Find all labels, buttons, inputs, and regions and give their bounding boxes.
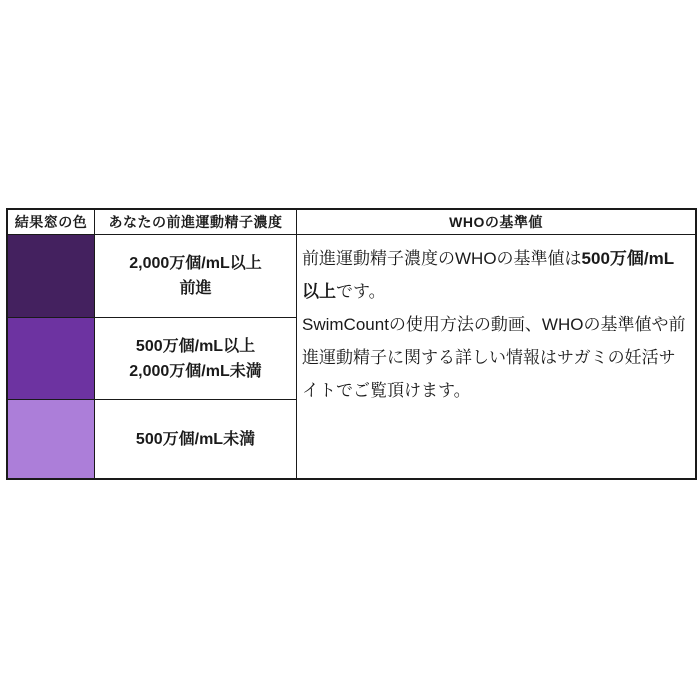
header-result-window-color-label: 結果窓の色 bbox=[14, 214, 88, 230]
concentration-row-1-line-2: 前進 bbox=[179, 280, 212, 297]
who-note-sentence-1-prefix: 前進運動精子濃度のWHOの基準値は bbox=[302, 249, 582, 268]
concentration-row-2 bbox=[95, 318, 297, 400]
who-note-sentence-1-bold-value: 500万個/mL以上 bbox=[302, 249, 675, 301]
concentration-row-2-line-2: 2,000万個/mL未満 bbox=[129, 362, 262, 380]
who-note-sentence-1 bbox=[302, 242, 689, 308]
results-table bbox=[6, 208, 697, 480]
concentration-row-1-line-1: 2,000万個/mL以上 bbox=[129, 255, 262, 272]
header-result-window-color bbox=[8, 210, 95, 235]
swatch-light-purple bbox=[8, 400, 95, 478]
concentration-row-2-line-1: 500万個/mL以上 bbox=[135, 337, 256, 355]
concentration-row-3 bbox=[95, 400, 297, 478]
who-note-sentence-2: SwimCountの使用方法の動画、WHOの基準値や前進運動精子に関する詳しい情報はサガミの妊活サイトでご覧頂けます。 bbox=[302, 315, 686, 400]
concentration-row-1 bbox=[95, 235, 297, 318]
header-concentration bbox=[95, 210, 297, 235]
concentration-row-3-line-1: 500万個/mL未満 bbox=[135, 430, 256, 448]
swatch-dark-purple bbox=[8, 235, 95, 318]
who-note-cell bbox=[297, 235, 695, 478]
who-note-sentence-1-suffix: です。 bbox=[336, 282, 386, 301]
header-who-standard-label: WHOの基準値 bbox=[449, 214, 543, 230]
swatch-medium-purple bbox=[8, 318, 95, 400]
header-who-standard bbox=[297, 210, 695, 235]
header-concentration-label: あなたの前進運動精子濃度 bbox=[108, 214, 283, 230]
